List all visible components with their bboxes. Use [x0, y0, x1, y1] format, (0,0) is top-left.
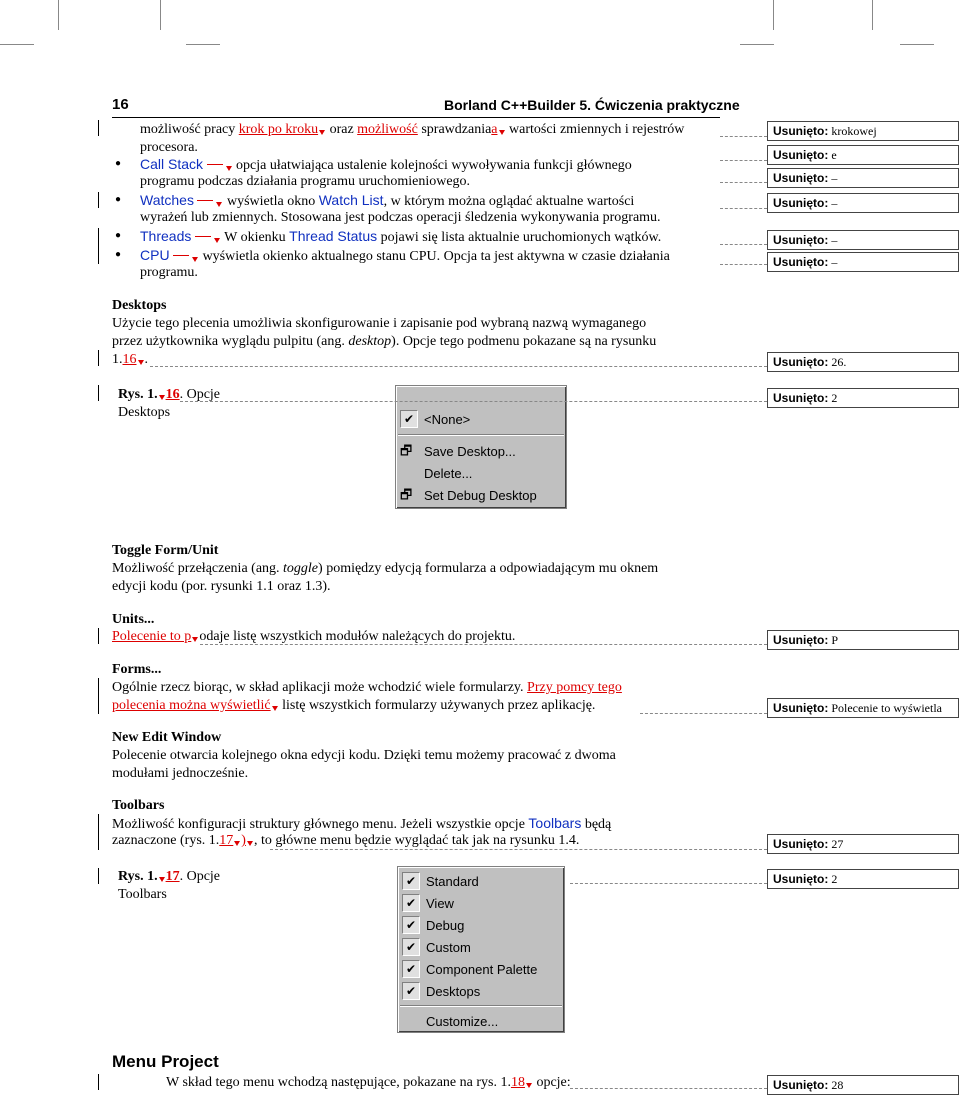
menu-separator — [398, 434, 564, 436]
forms-line-2: polecenia można wyświetlić listę wszystkich formularzy używanych przez aplikację. — [112, 698, 596, 713]
intro-line-2: procesora. — [140, 140, 198, 155]
crop-mark — [160, 0, 161, 30]
bullet: ● — [115, 249, 122, 260]
change-bar — [98, 228, 99, 264]
revision-comment: Usunięto: – — [767, 168, 959, 188]
desktops-submenu — [395, 385, 567, 509]
toolbars-line-2: zaznaczone (rys. 1.17 ) , to główne menu będzie wyglądać tak jak na rysunku 1.4. — [112, 833, 580, 848]
change-bar — [98, 385, 99, 401]
menu-item-desktops[interactable]: ✔ Desktops — [398, 980, 564, 1002]
bullet: ● — [115, 194, 122, 205]
check-icon: ✔ — [400, 410, 418, 428]
forms-heading: Forms... — [112, 662, 162, 677]
intro-line-1: możliwość pracy krok po kroku oraz możliwość sprawdzaniaa wartości zmiennych i rejestrów — [140, 122, 685, 137]
comment-connector — [200, 644, 767, 645]
revision-comment: Usunięto: – — [767, 252, 959, 272]
revision-comment: Usunięto: Polecenie to wyświetla — [767, 698, 959, 718]
revision-comment: Usunięto: krokowej — [767, 121, 959, 141]
crop-mark — [872, 0, 873, 30]
menu-item-set-debug-desktop[interactable]: 🗗 Set Debug Desktop — [396, 484, 566, 506]
desktops-line-3: 1.16 . — [112, 352, 148, 367]
menu-item-standard[interactable]: ✔ Standard — [398, 870, 564, 892]
toolbars-line-1: Możliwość konfiguracji struktury głównego menu. Jeżeli wszystkie opcje Toolbars będą — [112, 815, 612, 832]
crop-mark — [740, 44, 774, 45]
callstack-line: Call Stack opcja ułatwiająca ustalenie kolejności wywoływania funkcji głównego — [140, 156, 632, 173]
menu-item-delete[interactable]: Delete... — [424, 466, 473, 481]
menu-project-heading: Menu Project — [112, 1052, 219, 1071]
change-bar — [98, 350, 99, 366]
change-bar — [98, 678, 99, 714]
check-icon: ✔ — [402, 938, 420, 956]
newedit-line-1: Polecenie otwarcia kolejnego okna edycji kodu. Dzięki temu możemy pracować z dwoma — [112, 748, 616, 763]
revision-comment: Usunięto: 27 — [767, 834, 959, 854]
watches-line-2: wyrażeń lub zmiennych. Stosowana jest podczas operacji śledzenia wykonywania programu. — [140, 210, 661, 225]
newedit-line-2: modułami jednocześnie. — [112, 766, 249, 781]
check-icon: ✔ — [402, 960, 420, 978]
comment-connector — [180, 401, 767, 402]
revision-comment: Usunięto: 2 — [767, 388, 959, 408]
revision-comment: Usunięto: e — [767, 145, 959, 165]
toolbars-heading: Toolbars — [112, 798, 165, 813]
figure-16-caption: Rys. 1. 16. Opcje — [118, 387, 221, 402]
change-bar — [98, 868, 99, 884]
menu-item-view[interactable]: ✔ View — [398, 892, 564, 914]
menu-item-save-desktop[interactable]: 🗗 Save Desktop... — [396, 440, 566, 462]
revision-comment: Usunięto: 2 — [767, 869, 959, 889]
menu-item-component-palette[interactable]: ✔ Component Palette — [398, 958, 564, 980]
change-bar — [98, 192, 99, 208]
crop-mark — [900, 44, 934, 45]
callstack-line-2: programu podczas działania programu uruchomieniowego. — [140, 174, 471, 189]
units-line: Polecenie to p odaje listę wszystkich modułów należących do projektu. — [112, 629, 516, 644]
menu-project-line: W skład tego menu wchodzą następujące, pokazane na rys. 1.18 opcje: — [166, 1075, 571, 1090]
cpu-line: CPU wyświetla okienko aktualnego stanu CPU. Opcja ta jest aktywna w czasie działania — [140, 247, 670, 264]
desktops-line-2: przez użytkownika wyglądu pulpitu (ang. desktop). Opcje tego podmenu pokazane są na rysunku — [112, 334, 657, 349]
crop-mark — [58, 0, 59, 30]
comment-connector — [640, 713, 767, 714]
forms-line-1: Ogólnie rzecz biorąc, w skład aplikacji może wchodzić wiele formularzy. Przy pomcy tego — [112, 680, 622, 695]
change-bar — [98, 628, 99, 644]
check-icon: ✔ — [402, 872, 420, 890]
change-bar — [98, 1074, 99, 1090]
revision-insert: a — [491, 122, 498, 137]
revision-comment: Usunięto: – — [767, 230, 959, 250]
comment-connector — [720, 244, 767, 245]
check-icon: ✔ — [402, 982, 420, 1000]
newedit-heading: New Edit Window — [112, 730, 222, 745]
comment-connector — [720, 136, 767, 137]
crop-mark — [186, 44, 220, 45]
menu-separator — [400, 1005, 562, 1007]
revision-insert: możliwość — [357, 122, 418, 137]
check-icon: ✔ — [402, 916, 420, 934]
check-icon: ✔ — [402, 894, 420, 912]
toggle-line-1: Możliwość przełączenia (ang. toggle) pomiędzy edycją formularza a odpowiadającym mu oknem — [112, 561, 659, 576]
menu-item-customize[interactable]: Customize... — [426, 1014, 499, 1029]
toggle-line-2: edycji kodu (por. rysunki 1.1 oraz 1.3). — [112, 579, 331, 594]
toggle-heading: Toggle Form/Unit — [112, 543, 219, 558]
comment-connector — [720, 160, 767, 161]
header-rule — [112, 117, 720, 118]
cpu-line-2: programu. — [140, 265, 198, 280]
desktops-heading: Desktops — [112, 298, 167, 313]
comment-connector — [270, 849, 767, 850]
revision-insert: krok po kroku — [238, 122, 319, 137]
page-number: 16 — [112, 96, 129, 113]
menu-item-debug[interactable]: ✔ Debug — [398, 914, 564, 936]
change-bar — [98, 814, 99, 850]
figure-17-caption-2: Toolbars — [118, 887, 167, 902]
figure-17-caption: Rys. 1. 17. Opcje — [118, 869, 221, 884]
threads-line: Threads W okienku Thread Status pojawi się lista aktualnie uruchomionych wątków. — [140, 228, 662, 245]
comment-connector — [150, 366, 767, 367]
crop-mark — [0, 44, 34, 45]
save-desktop-icon: 🗗 — [400, 443, 413, 458]
comment-connector — [720, 264, 767, 265]
revision-comment: Usunięto: 26. — [767, 352, 959, 372]
units-heading: Units... — [112, 612, 155, 627]
comment-connector — [570, 1088, 767, 1089]
change-bar — [98, 120, 99, 136]
figure-16-caption-2: Desktops — [118, 405, 171, 420]
revision-comment: Usunięto: P — [767, 630, 959, 650]
comment-connector — [570, 883, 767, 884]
debug-desktop-icon: 🗗 — [400, 487, 413, 502]
bullet: ● — [115, 158, 122, 169]
book-title: Borland C++Builder 5. Ćwiczenia praktyczne — [444, 97, 740, 113]
menu-item-custom[interactable]: ✔ Custom — [398, 936, 564, 958]
toolbars-submenu — [397, 866, 565, 1033]
revision-comment: Usunięto: 28 — [767, 1075, 959, 1095]
revision-comment: Usunięto: – — [767, 193, 959, 213]
desktops-line-1: Użycie tego plecenia umożliwia skonfigurowanie i zapisanie pod wybraną nazwą wymaganego — [112, 316, 647, 331]
comment-connector — [720, 208, 767, 209]
menu-item-none[interactable]: ✔ <None> — [396, 408, 566, 430]
crop-mark — [773, 0, 774, 30]
watches-line: Watches wyświetla okno Watch List, w którym można oglądać aktualne wartości — [140, 192, 635, 209]
bullet: ● — [115, 230, 122, 241]
comment-connector — [720, 182, 767, 183]
